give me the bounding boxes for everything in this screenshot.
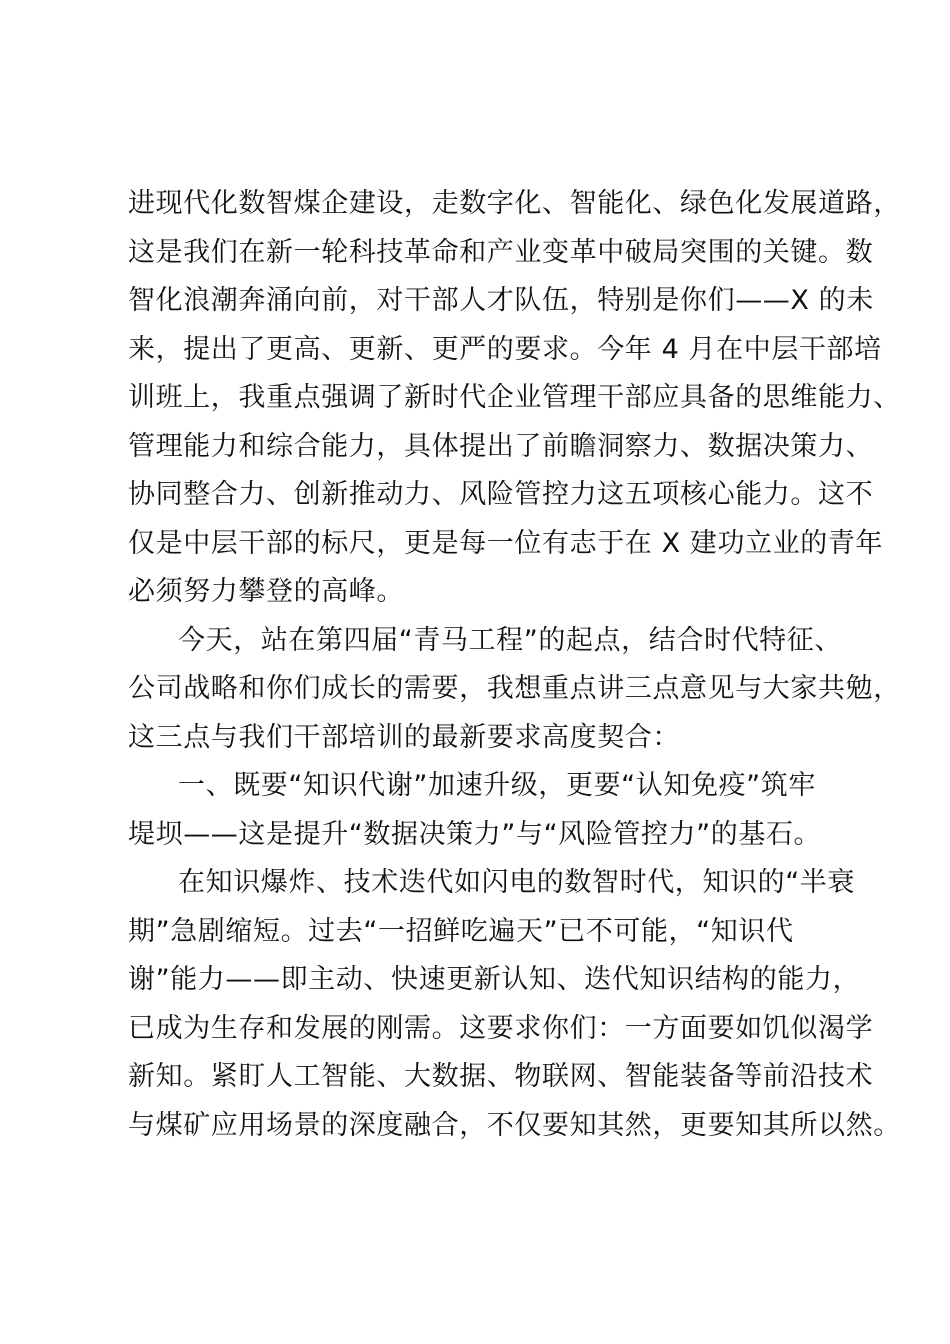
text-line: 期”急剧缩短。过去“一招鲜吃遍天”已不可能，“知识代 — [128, 915, 794, 947]
text-line: 协同整合力、创新推动力、风险管控力这五项核心能力。这不 — [128, 479, 874, 510]
text-line: 必须努力攀登的高峰。 — [128, 576, 404, 607]
text-line: 已成为生存和发展的刚需。这要求你们：一方面要如饥似渴学 — [128, 1012, 874, 1044]
text-line: 新知。紧盯人工智能、大数据、物联网、智能装备等前沿技术 — [128, 1061, 874, 1092]
text-line: 训班上，我重点强调了新时代企业管理干部应具备的思维能力、 — [128, 382, 901, 413]
text-line: 智化浪潮奔涌向前，对干部人才队伍，特别是你们——X 的未 — [128, 285, 874, 316]
text-line: 来，提出了更高、更新、更严的要求。今年 4 月在中层干部培 — [128, 333, 882, 365]
section-heading-line: 一、既要“知识代谢”加速升级，更要“认知免疫”筑牢 — [178, 770, 816, 801]
document-body — [128, 180, 901, 1150]
section-heading-line: 堤坝——这是提升“数据决策力”与“风险管控力”的基石。 — [128, 818, 822, 850]
text-line: 进现代化数智煤企建设，走数字化、智能化、绿色化发展道路， — [128, 188, 901, 219]
text-line: 仅是中层干部的标尺，更是每一位有志于在 X 建功立业的青年 — [128, 527, 884, 559]
text-line: 这三点与我们干部培训的最新要求高度契合： — [128, 721, 680, 753]
text-line: 公司战略和你们成长的需要，我想重点讲三点意见与大家共勉， — [128, 673, 901, 704]
text-line: 与煤矿应用场景的深度融合，不仅要知其然，更要知其所以然。 — [128, 1109, 901, 1141]
text-line: 谢”能力——即主动、快速更新认知、迭代知识结构的能力， — [128, 964, 861, 995]
text-line: 管理能力和综合能力，具体提出了前瞻洞察力、数据决策力、 — [128, 430, 874, 462]
text-line: 这是我们在新一轮科技革命和产业变革中破局突围的关键。数 — [128, 236, 874, 268]
paragraph-start-line: 今天，站在第四届“青马工程”的起点，结合时代特征、 — [178, 624, 842, 656]
paragraph-start-line: 在知识爆炸、技术迭代如闪电的数智时代，知识的“半衰 — [178, 867, 855, 898]
